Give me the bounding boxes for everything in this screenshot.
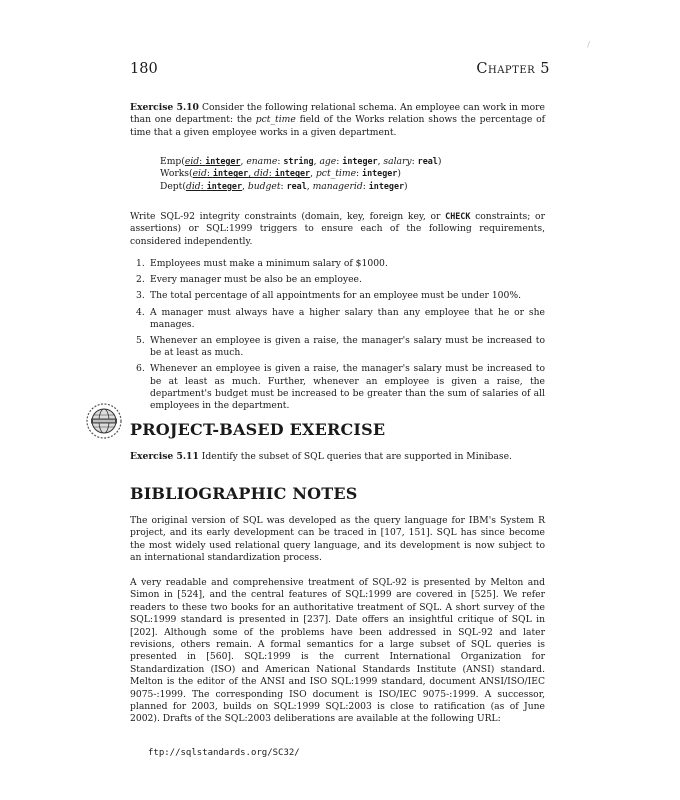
bib-paragraph-1: The original version of SQL was developed as the query language for IBM's System R project, and its early development can be traced in [107, 151]. SQL has since become the most widely used relational query language, and its development is now subject to an international standardization process.	[130, 515, 545, 564]
list-item: 5. Whenever an employee is given a raise, the manager's salary must be increased to be at least as much.	[136, 335, 545, 359]
exercise-5-11: Exercise 5.11 Identify the subset of SQL queries that are supported in Minibase.	[130, 451, 512, 462]
page-number: 180	[130, 61, 158, 77]
project-section-heading: PROJECT-BASED EXERCISE	[130, 420, 386, 439]
relational-schema	[160, 155, 540, 192]
exercise-label: Exercise 5.11	[130, 451, 199, 462]
list-item: 1. Employees must make a minimum salary of $1000.	[136, 258, 388, 269]
schema-emp: Emp(eid: integer, ename: string, age: integer, salary: real)	[160, 156, 442, 167]
schema-works: Works(eid: integer, did: integer, pct_time: integer)	[160, 168, 401, 180]
sql-standards-url: ftp://sqlstandards.org/SC32/	[148, 748, 300, 758]
list-item: 3. The total percentage of all appointments for an employee must be under 100%.	[136, 290, 522, 302]
chapter-title: Chapter 5	[476, 61, 550, 77]
exercise-label: Exercise 5.10	[130, 102, 199, 113]
requirements-list	[136, 258, 545, 416]
exercise-instruction: Write SQL-92 integrity constraints (domain, key, foreign key, or CHECK constraints; or assertions) or SQL:1999 triggers to ensure each of the following requirements, considered independently.	[130, 211, 545, 247]
list-item: 2. Every manager must be also be an employee.	[136, 274, 362, 286]
bib-section-heading: BIBLIOGRAPHIC NOTES	[130, 484, 358, 503]
exercise-5-10-intro: Exercise 5.10 Consider the following relational schema. An employee can work in more than one department: the pct_time field of the Works relation shows the percentage of time that a given employee works in a given department.	[130, 102, 545, 138]
list-item: 6. Whenever an employee is given a raise, the manager's salary must be increased to be at least as much. Further, whenever an employee is given a raise, the department's budget must be increased to be greater than the sum of salaries of all employees in the department.	[136, 363, 545, 412]
minibase-globe-icon	[85, 402, 123, 440]
bib-paragraph-2: A very readable and comprehensive treatment of SQL-92 is presented by Melton and Simon in [524], and the central features of SQL:1999 are covered in [525]. We refer readers to these two books for an authoritative treatment of SQL. A short survey of the SQL:1999 standard is presented in [237]. Date offers an insightful critique of SQL in [202]. Although some of the problems have been addressed in SQL-92 and later revisions, others remain. A formal semantics for a large subset of SQL queries is presented in [560]. SQL:1999 is the current International Organization for Standardization (ISO) and American National Standards Institute (ANSI) standard. Melton is the editor of the ANSI and ISO SQL:1999 standard, document ANSI/ISO/IEC 9075-:1999. The corresponding ISO document is ISO/IEC 9075-:1999. A successor, planned for 2003, builds on SQL:1999 SQL:2003 is close to ratification (as of June 2002). Drafts of the SQL:2003 deliberations are available at the following URL:	[130, 577, 545, 725]
list-item: 4. A manager must always have a higher salary than any employee that he or she manages.	[136, 306, 545, 330]
stray-mark: /	[587, 40, 590, 49]
schema-dept: Dept(did: integer, budget: real, managerid: integer)	[160, 180, 408, 192]
